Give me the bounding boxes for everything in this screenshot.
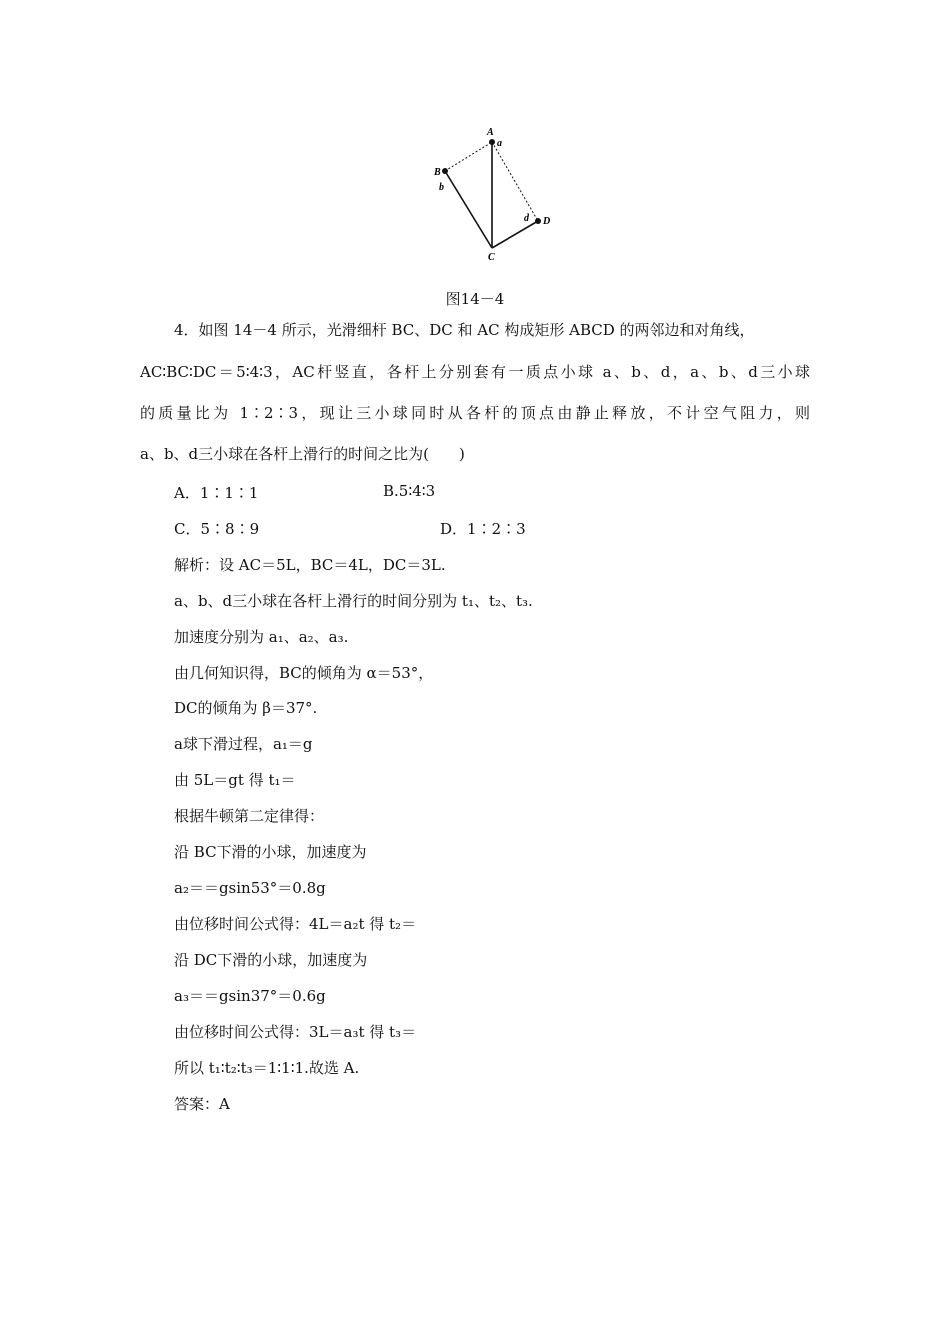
solution-line-7: 由 5L＝gt 得 t₁＝ — [174, 771, 296, 789]
solution-line-15: 所以 t₁∶t₂∶t₃＝1∶1∶1.故选 A. — [174, 1059, 360, 1077]
rod-bc — [445, 171, 492, 248]
figure-caption: 图14－4 — [445, 290, 505, 308]
ball-d — [535, 218, 541, 224]
label-b-ball: b — [439, 182, 444, 193]
ball-a — [489, 139, 495, 145]
solution-line-4: 由几何知识得，BC的倾角为 α＝53°， — [174, 664, 434, 682]
label-a-ball: a — [497, 138, 502, 149]
problem-line-3: 的质量比为 1∶2∶3，现让三小球同时从各杆的顶点由静止释放，不计空气阻力，则 — [140, 404, 810, 422]
side-ab — [445, 142, 492, 171]
rod-dc — [492, 221, 538, 248]
problem-line-1: 4．如图 14－4 所示，光滑细杆 BC、DC 和 AC 构成矩形 ABCD 的两邻边和对角线， — [174, 321, 755, 339]
solution-line-10: a₂＝＝gsin53°＝0.8g — [174, 879, 326, 897]
label-d-ball: d — [524, 213, 529, 224]
solution-line-14: 由位移时间公式得：3L＝a₃t 得 t₃＝ — [174, 1023, 417, 1041]
solution-line-2: a、b、d三小球在各杆上滑行的时间分别为 t₁、t₂、t₃. — [174, 592, 533, 610]
label-b-vertex: B — [434, 167, 441, 178]
solution-line-6: a球下滑过程，a₁＝g — [174, 735, 313, 753]
label-d-vertex: D — [543, 216, 551, 227]
side-ad — [492, 142, 538, 221]
rectangle-abcd-figure — [425, 122, 565, 262]
option-b: B.5∶4∶3 — [383, 482, 436, 500]
solution-line-5: DC的倾角为 β＝37°. — [174, 699, 318, 717]
solution-line-8: 根据牛顿第二定律得： — [174, 807, 325, 825]
solution-line-3: 加速度分别为 a₁、a₂、a₃. — [174, 628, 349, 646]
label-c-vertex: C — [488, 252, 495, 262]
solution-line-1: 解析：设 AC＝5L，BC＝4L，DC＝3L. — [174, 556, 446, 574]
solution-line-12: 沿 DC下滑的小球，加速度为 — [174, 951, 368, 969]
solution-line-11: 由位移时间公式得：4L＝a₂t 得 t₂＝ — [174, 915, 417, 933]
ball-b — [442, 168, 448, 174]
option-a: A．1∶1∶1 — [174, 484, 259, 502]
solution-line-13: a₃＝＝gsin37°＝0.6g — [174, 987, 326, 1005]
problem-line-4: a、b、d三小球在各杆上滑行的时间之比为( ) — [140, 445, 465, 463]
answer-line: 答案：A — [174, 1095, 230, 1113]
label-a-vertex: A — [487, 127, 494, 138]
option-d: D．1∶2∶3 — [440, 520, 526, 538]
solution-line-9: 沿 BC下滑的小球，加速度为 — [174, 843, 367, 861]
option-c: C．5∶8∶9 — [174, 520, 260, 538]
problem-line-2: AC∶BC∶DC＝5∶4∶3，AC杆竖直，各杆上分别套有一质点小球 a、b、d，a、b、d三小球 — [140, 363, 810, 381]
